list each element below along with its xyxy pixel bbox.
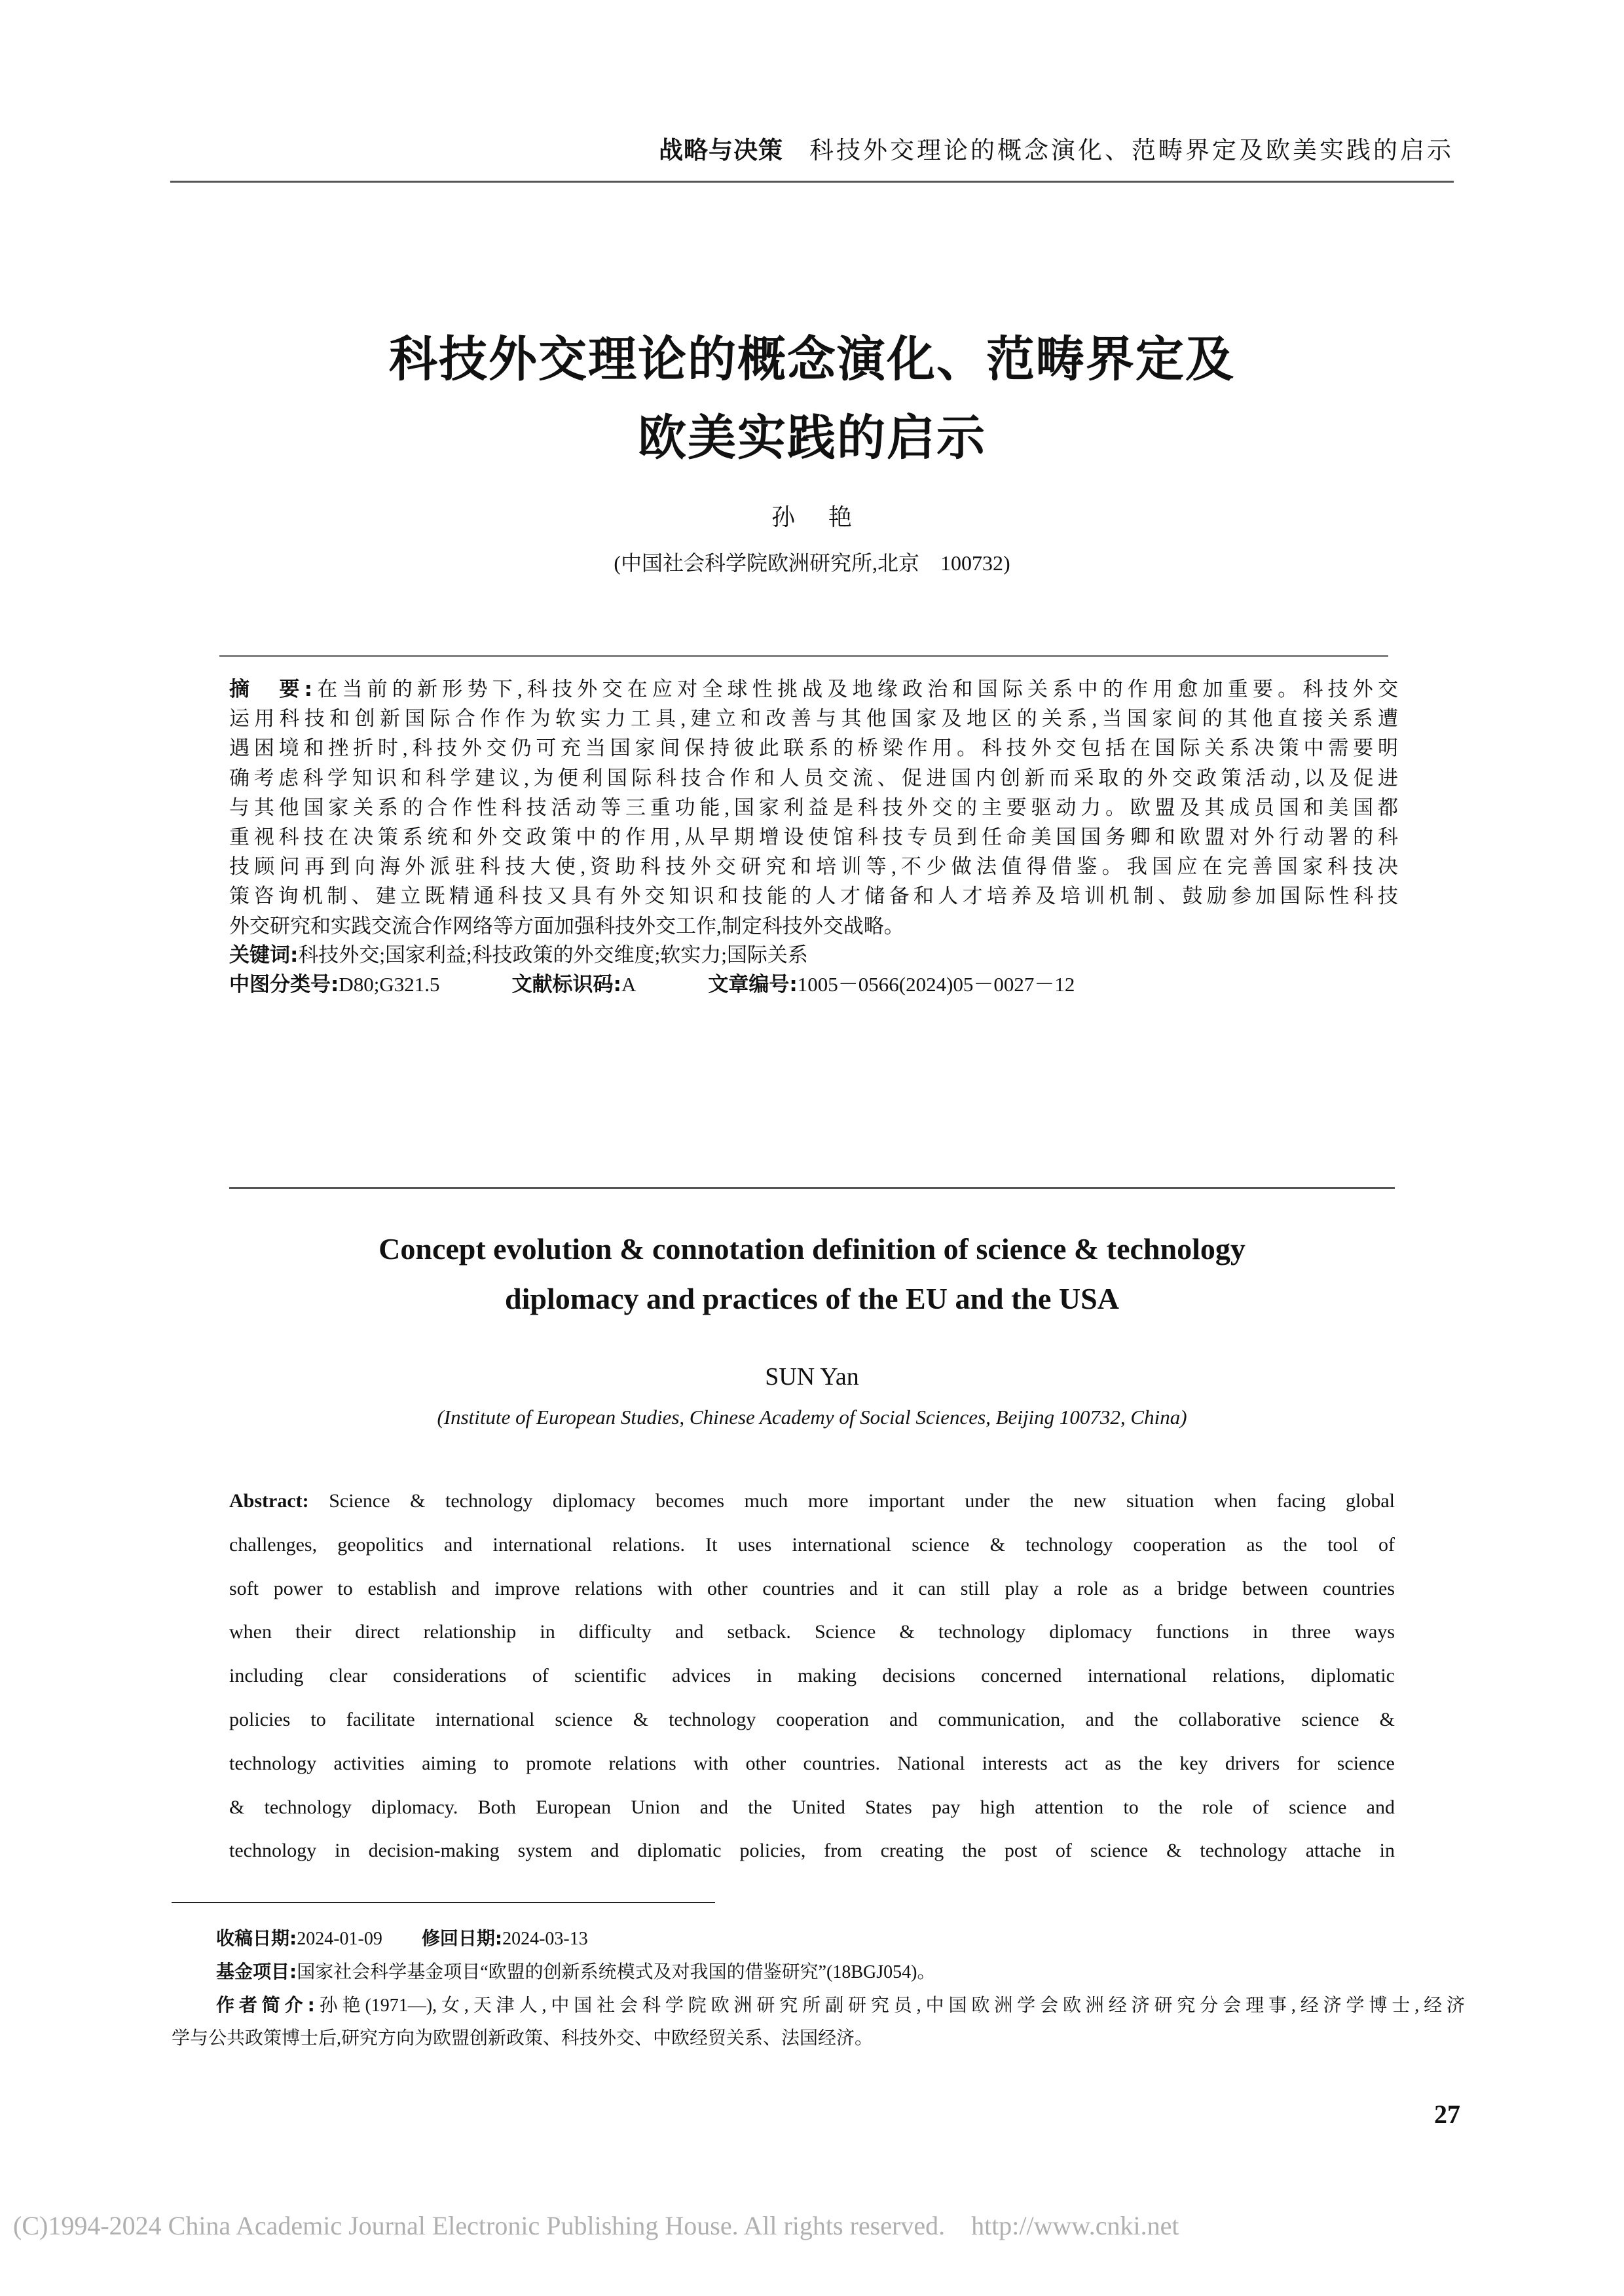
cn-author-given-name: 艳 xyxy=(828,504,853,530)
cn-author xyxy=(0,501,1624,534)
cn-abstract-line: 遇困境和挫折时,科技外交仍可充当国家间保持彼此联系的桥梁作用。科技外交包括在国际关系决策中需要明 xyxy=(229,737,1398,760)
cn-abstract-label: 摘 要: xyxy=(229,678,313,701)
fund-value: 国家社会科学基金项目“欧盟的创新系统模式及对我国的借鉴研究”(18BGJ054)。 xyxy=(297,1962,936,1982)
bio-line-1: 孙艳(1971—),女,天津人,中国社会科学院欧洲研究所副研究员,中国欧洲学会欧洲经济研究分会理事,经济学博士,经济 xyxy=(314,1995,1466,2016)
footnote-fund xyxy=(172,1955,1465,1988)
en-abstract-line: when their direct relationship in difficulty and setback. Science & technology diplomacy functions in three ways xyxy=(229,1621,1395,1643)
en-title-line-2: diplomacy and practices of the EU and the USA xyxy=(505,1282,1119,1315)
footnote-rule xyxy=(172,1902,715,1903)
cn-author-surname: 孙 xyxy=(771,504,796,530)
cn-title xyxy=(0,321,1624,478)
en-abstract-line: including clear considerations of scientific advices in making decisions concerned international relations, diplomatic xyxy=(229,1665,1395,1687)
received-label: 收稿日期: xyxy=(216,1927,297,1949)
article-no-value: 1005－0566(2024)05－0027－12 xyxy=(797,973,1075,996)
running-header xyxy=(170,131,1454,170)
en-abstract-line: & technology diplomacy. Both European Union and the United States pay high attention to the role of science and xyxy=(229,1796,1395,1818)
en-abstract-label: Abstract: xyxy=(229,1490,309,1512)
abstract-top-rule xyxy=(219,655,1388,657)
cn-abstract-line: 外交研究和实践交流合作网络等方面加强科技外交工作,制定科技外交战略。 xyxy=(229,914,904,938)
cn-abstract-line: 与其他国家关系的合作性科技活动等三重功能,国家利益是科技外交的主要驱动力。欧盟及其成员国和美国都 xyxy=(229,795,1398,819)
copyright-text: (C)1994-2024 China Academic Journal Electronic Publishing House. All rights reserved. xyxy=(13,2211,946,2240)
cn-abstract-line: 策咨询机制、建立既精通科技又具有外交知识和技能的人才储备和人才培养及培训机制、鼓励参加国际性科技 xyxy=(229,884,1398,908)
cn-keywords-label: 关键词: xyxy=(229,943,299,967)
page-number: 27 xyxy=(1434,2100,1460,2129)
en-title xyxy=(0,1224,1624,1324)
doc-code-value: A xyxy=(621,973,637,996)
cn-abstract-line: 确考虑科学知识和科学建议,为便利国际科技合作和人员交流、促进国内创新而采取的外交政策活动,以及促进 xyxy=(229,766,1398,790)
footnote-bio xyxy=(172,1988,1465,2022)
clc-label: 中图分类号: xyxy=(229,973,339,996)
en-affiliation: (Institute of European Studies, Chinese Academy of Social Sciences, Beijing 100732, China) xyxy=(437,1406,1187,1429)
en-title-line-1: Concept evolution & connotation definition of science & technology xyxy=(378,1232,1246,1266)
journal-section: 战略与决策 xyxy=(659,136,783,164)
doc-code-label: 文献标识码: xyxy=(511,973,621,996)
received-date: 2024-01-09 xyxy=(297,1929,382,1949)
running-title: 科技外交理论的概念演化、范畴界定及欧美实践的启示 xyxy=(809,137,1454,164)
clc-value: D80;G321.5 xyxy=(339,973,440,996)
abstract-bottom-rule xyxy=(229,1187,1395,1189)
footnote-bio-continued: 学与公共政策博士后,研究方向为欧盟创新政策、科技外交、中欧经贸关系、法国经济。 xyxy=(172,2028,874,2049)
en-abstract-line: policies to facilitate international science & technology cooperation and communication, and the collaborative science & xyxy=(229,1708,1395,1730)
cn-keywords-value: 科技外交;国家利益;科技政策的外交维度;软实力;国际关系 xyxy=(298,943,808,966)
en-abstract-line: Abstract: Science & technology diplomacy becomes much more important under the new situation when facing global xyxy=(229,1490,1395,1512)
cn-classification xyxy=(229,970,1398,999)
en-author: SUN Yan xyxy=(765,1363,859,1391)
cn-abstract-line: 技顾问再到向海外派驻科技大使,资助科技外交研究和培训等,不少做法值得借鉴。我国应在完善国家科技决 xyxy=(229,855,1398,879)
en-abstract-line: soft power to establish and improve relations with other countries and it can still play a role as a bridge between countries xyxy=(229,1577,1395,1599)
header-rule xyxy=(170,181,1454,183)
copyright-watermark xyxy=(13,2206,1611,2246)
en-abstract-line: technology in decision-making system and diplomatic policies, from creating the post of science & technology attache in xyxy=(229,1840,1395,1862)
cn-abstract-line: 重视科技在决策系统和外交政策中的作用,从早期增设使馆科技专员到任命美国国务卿和欧盟对外行动署的科 xyxy=(229,825,1398,848)
cn-title-line-1: 科技外交理论的概念演化、范畴界定及 xyxy=(389,333,1235,387)
en-abstract-line: challenges, geopolitics and international relations. It uses international science & technology cooperation as the tool of xyxy=(229,1533,1395,1556)
cn-keywords xyxy=(229,940,1398,970)
revised-label: 修回日期: xyxy=(421,1927,503,1949)
en-abstract xyxy=(229,1480,1395,1873)
copyright-url[interactable]: http://www.cnki.net xyxy=(971,2211,1179,2240)
article-no-label: 文章编号: xyxy=(708,973,798,996)
cn-affiliation: (中国社会科学院欧洲研究所,北京 100732) xyxy=(614,551,1010,575)
bio-label: 作者简介: xyxy=(216,1994,315,2016)
fund-label: 基金项目: xyxy=(216,1961,297,1982)
cn-abstract xyxy=(229,674,1398,941)
en-abstract-line: technology activities aiming to promote relations with other countries. National interests act as the key drivers for science xyxy=(229,1752,1395,1774)
cn-abstract-line: 摘 要:在当前的新形势下,科技外交在应对全球性挑战及地缘政治和国际关系中的作用愈加重要。科技外交 xyxy=(229,678,1398,701)
revised-date: 2024-03-13 xyxy=(502,1929,588,1949)
cn-title-line-2: 欧美实践的启示 xyxy=(638,412,986,465)
footnotes xyxy=(172,1922,1465,2055)
cn-abstract-line: 运用科技和创新国际合作作为软实力工具,建立和改善与其他国家及地区的关系,当国家间的其他直接关系遭 xyxy=(229,707,1398,731)
footnote-dates xyxy=(172,1922,1465,1955)
